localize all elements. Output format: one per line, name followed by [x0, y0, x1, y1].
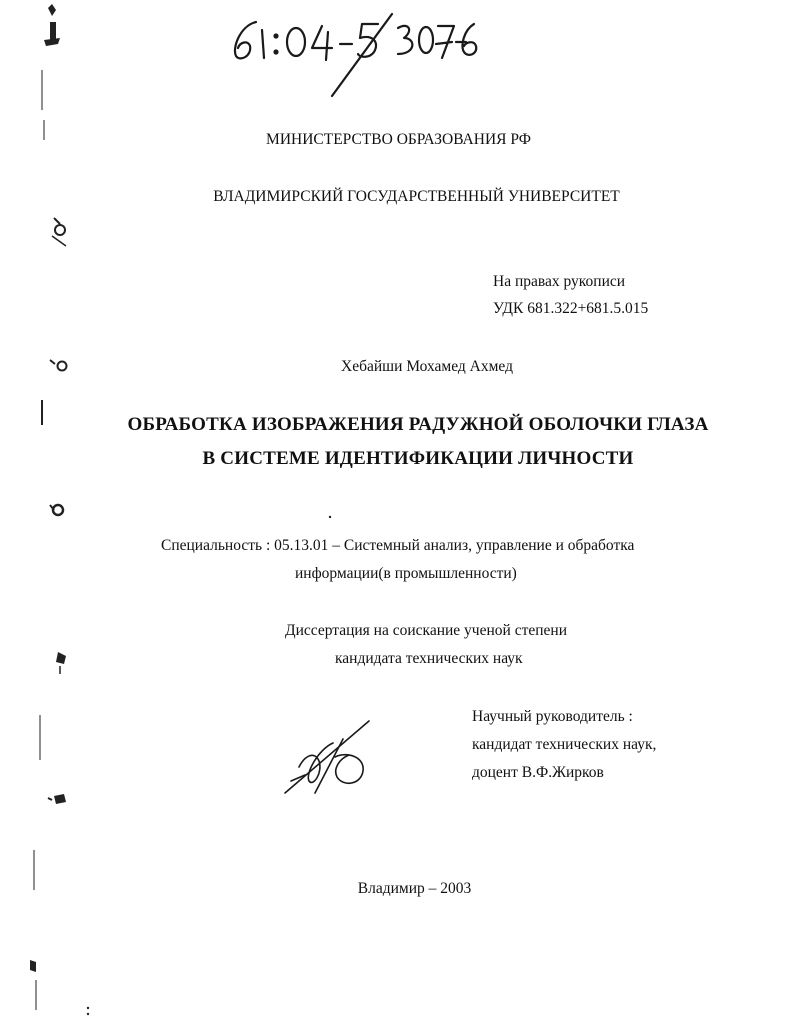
dissertation-line-2: кандидата технических наук: [335, 650, 523, 667]
thesis-title-line-1: ОБРАБОТКА ИЗОБРАЖЕНИЯ РАДУЖНОЙ ОБОЛОЧКИ ГЛАЗА: [127, 414, 709, 435]
advisor-degree: кандидат технических наук,: [472, 736, 657, 753]
ministry-name: МИНИСТЕРСТВО ОБРАЗОВАНИЯ РФ: [266, 131, 531, 148]
place-and-year: Владимир – 2003: [357, 880, 472, 897]
handwritten-archive-code: [0, 0, 797, 110]
dissertation-line-1: Диссертация на соискание ученой степени: [285, 622, 567, 639]
udc-code: УДК 681.322+681.5.015: [493, 300, 649, 317]
advisor-name: доцент В.Ф.Жирков: [472, 764, 604, 781]
thesis-title-line-2: В СИСТЕМЕ ИДЕНТИФИКАЦИИ ЛИЧНОСТИ: [202, 448, 634, 469]
university-name: ВЛАДИМИРСКИЙ ГОСУДАРСТВЕННЫЙ УНИВЕРСИТЕТ: [213, 188, 620, 205]
specialty-line-1: Специальность : 05.13.01 – Системный анализ, управление и обработка: [161, 537, 635, 554]
advisor-role: Научный руководитель :: [472, 708, 633, 725]
author-name: Хебайши Мохамед Ахмед: [341, 358, 513, 375]
specialty-line-2: информации(в промышленности): [295, 565, 517, 582]
manuscript-rights-note: На правах рукописи: [493, 273, 626, 290]
signature: [275, 715, 385, 805]
